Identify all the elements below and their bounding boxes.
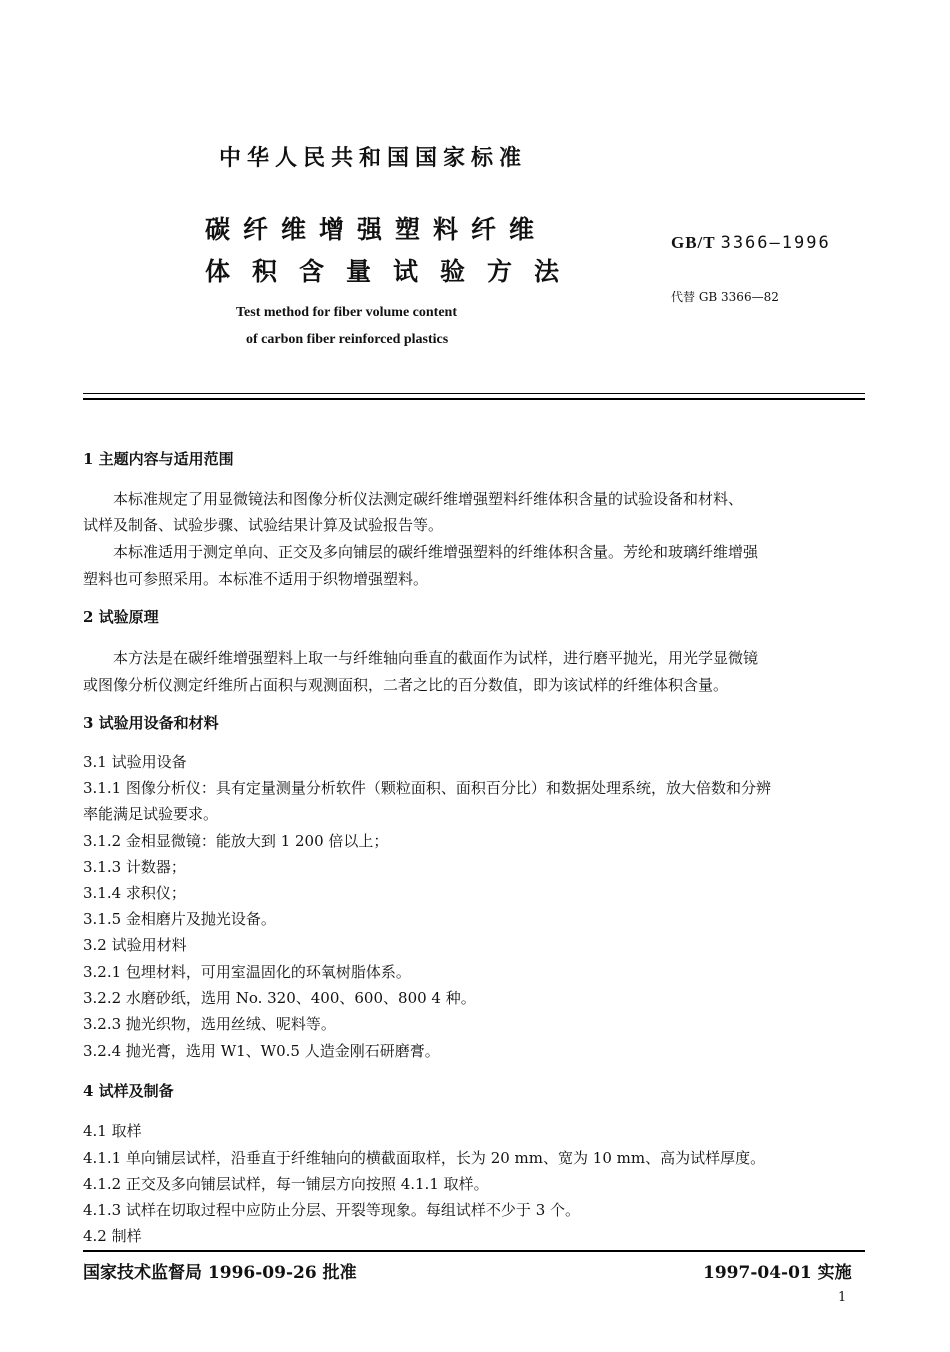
english-title-line2: of carbon fiber reinforced plastics xyxy=(246,332,449,347)
section-heading-1: 1 主题内容与适用范围 xyxy=(83,450,234,468)
standard-code-number: 3366—1996 xyxy=(720,233,831,253)
page-number: 1 xyxy=(838,1290,847,1305)
clause-3-1-4: 3.1.4 求积仪； xyxy=(83,884,186,902)
paragraph-line: 试样及制备、试验步骤、试验结果计算及试验报告等。 xyxy=(83,516,444,534)
clause-4-1-2: 4.1.2 正交及多向铺层试样，每一铺层方向按照 4.1.1 取样。 xyxy=(83,1175,489,1193)
header-divider-thick xyxy=(83,398,865,400)
section-heading-4: 4 试样及制备 xyxy=(83,1082,174,1100)
clause-3-2-2: 3.2.2 水磨砂纸，选用 No. 320、400、600、800 4 种。 xyxy=(83,989,476,1007)
clause-3-2: 3.2 试验用材料 xyxy=(83,936,187,954)
clause-3-2-3: 3.2.3 抛光织物，选用丝绒、呢料等。 xyxy=(83,1015,336,1033)
implementation-date: 1997-04-01 实施 xyxy=(703,1263,852,1283)
clause-3-2-4: 3.2.4 抛光膏，选用 W1、W0.5 人造金刚石研磨膏。 xyxy=(83,1042,440,1060)
clause-3-2-1: 3.2.1 包埋材料，可用室温固化的环氧树脂体系。 xyxy=(83,963,411,981)
clause-4-2: 4.2 制样 xyxy=(83,1227,142,1245)
standard-title-line1: 碳纤维增强塑料纤维 xyxy=(205,215,548,244)
clause-4-1-1: 4.1.1 单向铺层试样，沿垂直于纤维轴向的横截面取样，长为 20 mm、宽为 10 mm、高为试样厚度。 xyxy=(83,1149,766,1167)
clause-3-1-1: 3.1.1 图像分析仪：具有定量测量分析软件（颗粒面积、面积百分比）和数据处理系统，放大倍数和分辨 xyxy=(83,779,771,797)
paragraph-line: 塑料也可参照采用。本标准不适用于织物增强塑料。 xyxy=(83,570,429,588)
clause-3-1-3: 3.1.3 计数器； xyxy=(83,858,186,876)
clause-4-1: 4.1 取样 xyxy=(83,1122,142,1140)
approval-note: 国家技术监督局 1996-09-26 批准 xyxy=(83,1263,357,1283)
clause-3-1-2: 3.1.2 金相显微镜：能放大到 1 200 倍以上； xyxy=(83,832,389,850)
section-heading-2: 2 试验原理 xyxy=(83,608,159,626)
paragraph-line: 或图像分析仪测定纤维所占面积与观测面积，二者之比的百分数值，即为该试样的纤维体积含量。 xyxy=(83,676,729,694)
standard-code-prefix: GB/T xyxy=(671,233,716,252)
clause-3-1-1-cont: 率能满足试验要求。 xyxy=(83,805,219,823)
paragraph-line: 本标准规定了用显微镜法和图像分析仪法测定碳纤维增强塑料纤维体积含量的试验设备和材料、 xyxy=(113,490,744,508)
section-heading-3: 3 试验用设备和材料 xyxy=(83,714,219,732)
national-standard-title: 中华人民共和国国家标准 xyxy=(219,146,528,171)
header-divider-thin xyxy=(83,393,865,394)
clause-3-1: 3.1 试验用设备 xyxy=(83,753,187,771)
clause-3-1-5: 3.1.5 金相磨片及抛光设备。 xyxy=(83,910,276,928)
paragraph-line: 本标准适用于测定单向、正交及多向铺层的碳纤维增强塑料的纤维体积含量。芳纶和玻璃纤维增强 xyxy=(113,543,759,561)
standard-title-line2: 体积含量试验方法 xyxy=(205,257,582,286)
replaces-note: 代替 GB 3366—82 xyxy=(671,290,779,304)
clause-4-1-3: 4.1.3 试样在切取过程中应防止分层、开裂等现象。每组试样不少于 3 个。 xyxy=(83,1201,581,1219)
paragraph-line: 本方法是在碳纤维增强塑料上取一与纤维轴向垂直的截面作为试样，进行磨平抛光，用光学显微镜 xyxy=(113,649,759,667)
footer-divider xyxy=(83,1250,865,1252)
standard-code xyxy=(671,233,831,253)
english-title-line1: Test method for fiber volume content xyxy=(236,305,457,320)
